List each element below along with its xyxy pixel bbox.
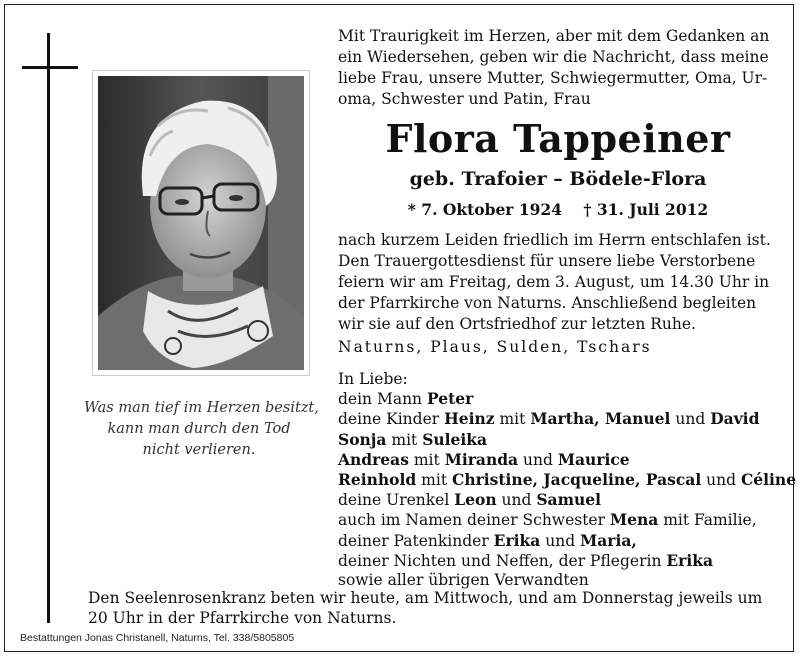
service-paragraph	[338, 230, 778, 335]
mourner-text: und	[496, 491, 537, 510]
mourner-text: und	[540, 531, 581, 550]
mourner-line	[338, 430, 778, 450]
cross-vertical-bar	[47, 33, 50, 623]
birth-date: * 7. Oktober 1924	[407, 200, 563, 219]
intro-line: ein Wiedersehen, geben wir die Nachricht, dass meine	[338, 48, 769, 66]
places-line: Naturns, Plaus, Sulden, Tschars	[338, 338, 652, 356]
service-line: nach kurzem Leiden friedlich im Herrn entschlafen ist.	[338, 231, 771, 249]
mourner-name: Suleika	[422, 429, 488, 449]
mourner-text: mit	[494, 410, 531, 429]
mourner-name: Miranda	[444, 449, 519, 469]
mourner-name: David	[710, 409, 760, 429]
mourner-name: Reinhold	[338, 470, 417, 490]
mourner-line	[338, 389, 778, 409]
mourner-name: Martha, Manuel	[530, 409, 671, 429]
mourner-text: und	[701, 471, 741, 490]
mourner-text: und	[518, 450, 558, 469]
rosary-line: Den Seelenrosenkranz beten wir heute, am Mittwoch, und am Donnerstag jeweils um	[88, 589, 763, 607]
maiden-name: geb. Trafoier – Bödele-Flora	[409, 168, 707, 190]
rosary-line: 20 Uhr in der Pfarrkirche von Naturns.	[88, 609, 397, 627]
mourner-line	[338, 531, 778, 551]
memorial-quote	[84, 398, 319, 461]
mourner-text: und	[670, 410, 711, 429]
intro-line: liebe Frau, unsere Mutter, Schwiegermutter, Oma, Ur-	[338, 69, 768, 87]
portrait-photo-frame	[92, 70, 310, 376]
mourner-line	[338, 510, 778, 530]
mourner-name: Leon	[454, 490, 497, 510]
quote-line: nicht verlieren.	[142, 442, 256, 458]
mourner-line	[338, 551, 778, 571]
mourner-text: auch im Namen deiner Schwester	[338, 511, 610, 530]
intro-line: oma, Schwester und Patin, Frau	[338, 90, 591, 108]
death-date: † 31. Juli 2012	[583, 200, 709, 219]
mourner-name: Sonja	[338, 429, 387, 449]
mourner-text: mit	[386, 430, 423, 449]
service-line: feiern wir am Freitag, dem 3. August, um 14.30 Uhr in	[338, 273, 770, 291]
cross-horizontal-bar	[22, 66, 78, 69]
mourner-text: mit	[416, 471, 452, 490]
mourner-text: mit Familie,	[658, 511, 757, 530]
mourner-name: Maurice	[557, 449, 630, 469]
intro-paragraph	[338, 26, 778, 110]
mourners-heading: In Liebe:	[338, 370, 408, 388]
mourner-name: Erika	[666, 550, 714, 570]
mourner-text: deiner Patenkinder	[338, 531, 494, 550]
intro-line: Mit Traurigkeit im Herzen, aber mit dem Gedanken an	[338, 27, 770, 45]
service-line: wir sie auf den Ortsfriedhof zur letzten Ruhe.	[338, 315, 696, 333]
mourner-name: Andreas	[338, 449, 409, 469]
mourner-name: Mena	[609, 510, 659, 530]
mourner-line	[338, 490, 778, 510]
mourner-name: Heinz	[444, 409, 495, 429]
mourner-text: deine Urenkel	[338, 491, 455, 510]
mourner-name: Christine, Jacqueline, Pascal	[451, 470, 702, 490]
deceased-name: Flora Tappeiner	[385, 116, 731, 161]
life-dates	[338, 199, 778, 221]
mourner-name: Maria,	[580, 530, 637, 550]
portrait-photo	[98, 76, 304, 370]
mourners-list	[338, 370, 797, 590]
mourner-name: Erika	[493, 530, 541, 550]
service-line: der Pfarrkirche von Naturns. Anschließend begleiten	[338, 294, 757, 312]
rosary-paragraph	[88, 588, 788, 628]
mourner-name: Samuel	[536, 490, 602, 510]
service-line: Den Trauergottesdienst für unsere liebe Verstorbene	[338, 252, 756, 270]
mourner-line	[338, 450, 778, 470]
mourner-text: deiner Nichten und Neffen, der Pflegerin	[338, 551, 667, 570]
mourner-line	[338, 470, 797, 490]
mourner-name: Céline	[740, 470, 797, 490]
mourner-line	[338, 409, 778, 429]
mourner-name: Peter	[426, 389, 474, 409]
mourner-text: deine Kinder	[338, 410, 445, 429]
mourner-text: mit	[408, 450, 445, 469]
quote-line: Was man tief im Herzen besitzt,	[84, 400, 319, 416]
mourner-line: sowie aller übrigen Verwandten	[338, 571, 589, 590]
quote-line: kann man durch den Tod	[107, 421, 291, 437]
funeral-home-footer: Bestattungen Jonas Christanell, Naturns, Tel. 338/5805805	[20, 632, 295, 644]
mourner-text: dein Mann	[338, 390, 427, 409]
